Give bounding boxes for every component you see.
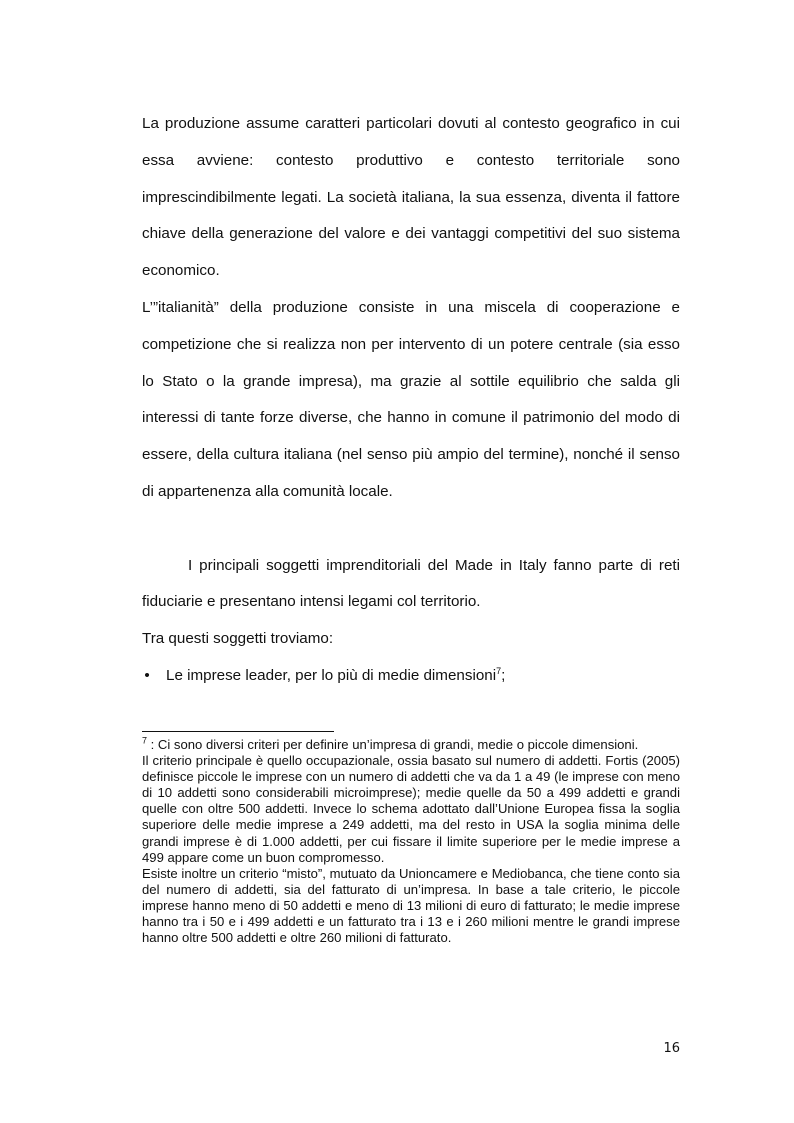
footnote-intro-text: : Ci sono diversi criteri per definire un’impresa di grandi, medie o piccole dimensioni.	[147, 737, 639, 752]
paragraph-spacer	[142, 511, 680, 548]
footnote-mixed-criterion: Esiste inoltre un criterio “misto”, mutuato da Unioncamere e Mediobanca, che tiene conto sia del numero di addetti, sia del fatturato di un’impresa. In base a tale criterio, le piccole imprese hanno meno di 50 addetti e meno di 13 milioni di euro di fatturato; le medie imprese hanno tra i 50 e i 499 addetti e un fatturato tra i 13 e i 260 milioni mentre le grandi imprese hanno oltre 500 addetti e oltre 260 milioni di fatturato.	[142, 865, 680, 946]
list-item-suffix: ;	[501, 666, 506, 684]
footnote-intro	[142, 737, 680, 753]
list-item	[142, 658, 680, 695]
footnote-occupational-criterion: Il criterio principale è quello occupazionale, ossia basato sul numero di addetti. Fortis (2005) definisce piccole le imprese con un numero di addetti che va da 1 a 49 (le imprese con meno di 10 addetti sono considerabili microimprese); medie quelle da 50 a 499 addetti e grandi quelle con oltre 500 addetti. Invece lo schema adottato dall’Unione Europea fissa la soglia superiore delle medie imprese a 249 addetti, ma del resto in USA la soglia minima delle grandi imprese è di 1.000 addetti, per cui fissare il limite superiore per le medie imprese a 499 appare come un buon compromesso.	[142, 753, 680, 865]
paragraph-list-intro: Tra questi soggetti troviamo:	[142, 630, 334, 648]
bullet-icon: •	[144, 666, 150, 684]
main-text	[142, 106, 680, 695]
paragraph-italianita: L’”italianità” della produzione consiste in una miscela di cooperazione e competizione che si realizza non per intervento di un potere centrale (sia esso lo Stato o la grande impresa), ma grazie al sottile equilibrio che salda gli interessi di tante forze diverse, che hanno in comune il patrimonio del modo di essere, della cultura italiana (nel senso più ampio del termine), nonché il senso di appartenenza alla comunità locale.	[142, 298, 680, 500]
footnote-block	[142, 737, 680, 946]
footnote-separator	[142, 731, 334, 732]
footnote-reference[interactable]: 7	[496, 665, 502, 676]
paragraph-production-context: La produzione assume caratteri particolari dovuti al contesto geografico in cui essa avviene: contesto produttivo e contesto territoriale sono imprescindibilmente legati. La società italiana, la sua essenza, diventa il fattore chiave della generazione del valore e dei vantaggi competitivi del suo sistema economico.	[142, 115, 680, 280]
footnote-number: 7	[142, 735, 148, 746]
subjects-list	[142, 658, 680, 695]
list-item-text: Le imprese leader, per lo più di medie dimensioni	[166, 666, 497, 684]
page-number: 16	[663, 1041, 680, 1056]
paragraph-made-in-italy-subjects: I principali soggetti imprenditoriali del Made in Italy fanno parte di reti fiduciarie e presentano intensi legami col territorio.	[142, 556, 680, 611]
